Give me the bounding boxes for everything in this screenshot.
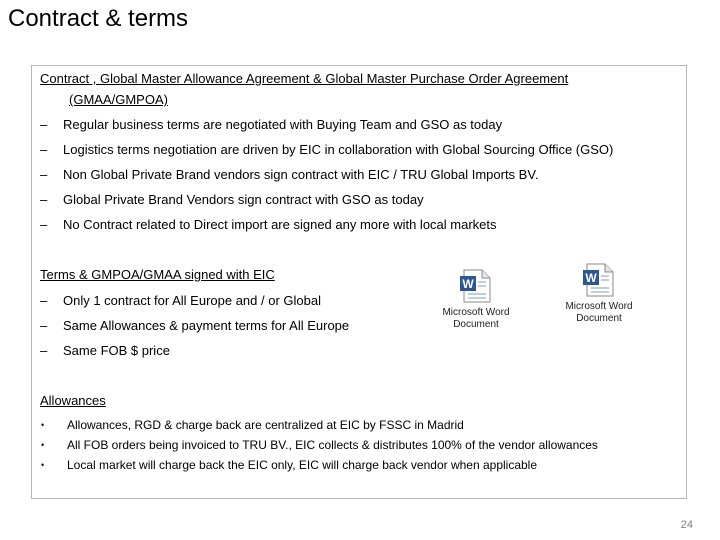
bullet-dot: • [41, 460, 45, 470]
terms-item: Only 1 contract for All Europe and / or Global [63, 293, 321, 308]
word-document-icon [458, 268, 494, 304]
svg-text:W: W [462, 277, 474, 291]
contract-heading: Contract , Global Master Allowance Agreement & Global Master Purchase Order Agreement [40, 71, 569, 86]
word-document-icon [581, 262, 617, 298]
slide-title: Contract & terms [8, 5, 189, 32]
dash-bullet: – [40, 142, 48, 157]
word-attachment-1[interactable] [436, 268, 516, 331]
allowances-item: All FOB orders being invoiced to TRU BV., EIC collects & distributes 100% of the vendor allowances [67, 438, 598, 452]
contract-item: Regular business terms are negotiated with Buying Team and GSO as today [63, 117, 503, 132]
bullet-dot: • [41, 420, 45, 430]
allowances-item: Allowances, RGD & charge back are centralized at EIC by FSSC in Madrid [67, 418, 464, 432]
word-attachment-2[interactable] [559, 262, 639, 325]
page-number: 24 [680, 519, 693, 531]
dash-bullet: – [40, 217, 48, 232]
terms-item: Same FOB $ price [63, 343, 170, 358]
contract-item: Logistics terms negotiation are driven by EIC in collaboration with Global Sourcing Office (GSO) [63, 142, 614, 157]
contract-item: Global Private Brand Vendors sign contract with GSO as today [63, 192, 424, 207]
contract-item: No Contract related to Direct import are signed any more with local markets [63, 217, 497, 232]
allowances-item: Local market will charge back the EIC only, EIC will charge back vendor when applicable [67, 458, 538, 472]
terms-item: Same Allowances & payment terms for All Europe [63, 318, 350, 333]
contract-heading-line2: (GMAA/GMPOA) [69, 92, 168, 107]
attachment-caption: Microsoft Word Document [565, 301, 633, 324]
dash-bullet: – [40, 117, 48, 132]
dash-bullet: – [40, 343, 48, 358]
svg-text:W: W [585, 271, 597, 285]
dash-bullet: – [40, 318, 48, 333]
attachment-caption: Microsoft Word Document [442, 307, 510, 330]
contract-item: Non Global Private Brand vendors sign contract with EIC / TRU Global Imports BV. [63, 167, 539, 182]
allowances-heading: Allowances [40, 393, 106, 408]
terms-heading: Terms & GMPOA/GMAA signed with EIC [40, 267, 275, 282]
dash-bullet: – [40, 192, 48, 207]
bullet-dot: • [41, 440, 45, 450]
dash-bullet: – [40, 167, 48, 182]
dash-bullet: – [40, 293, 48, 308]
